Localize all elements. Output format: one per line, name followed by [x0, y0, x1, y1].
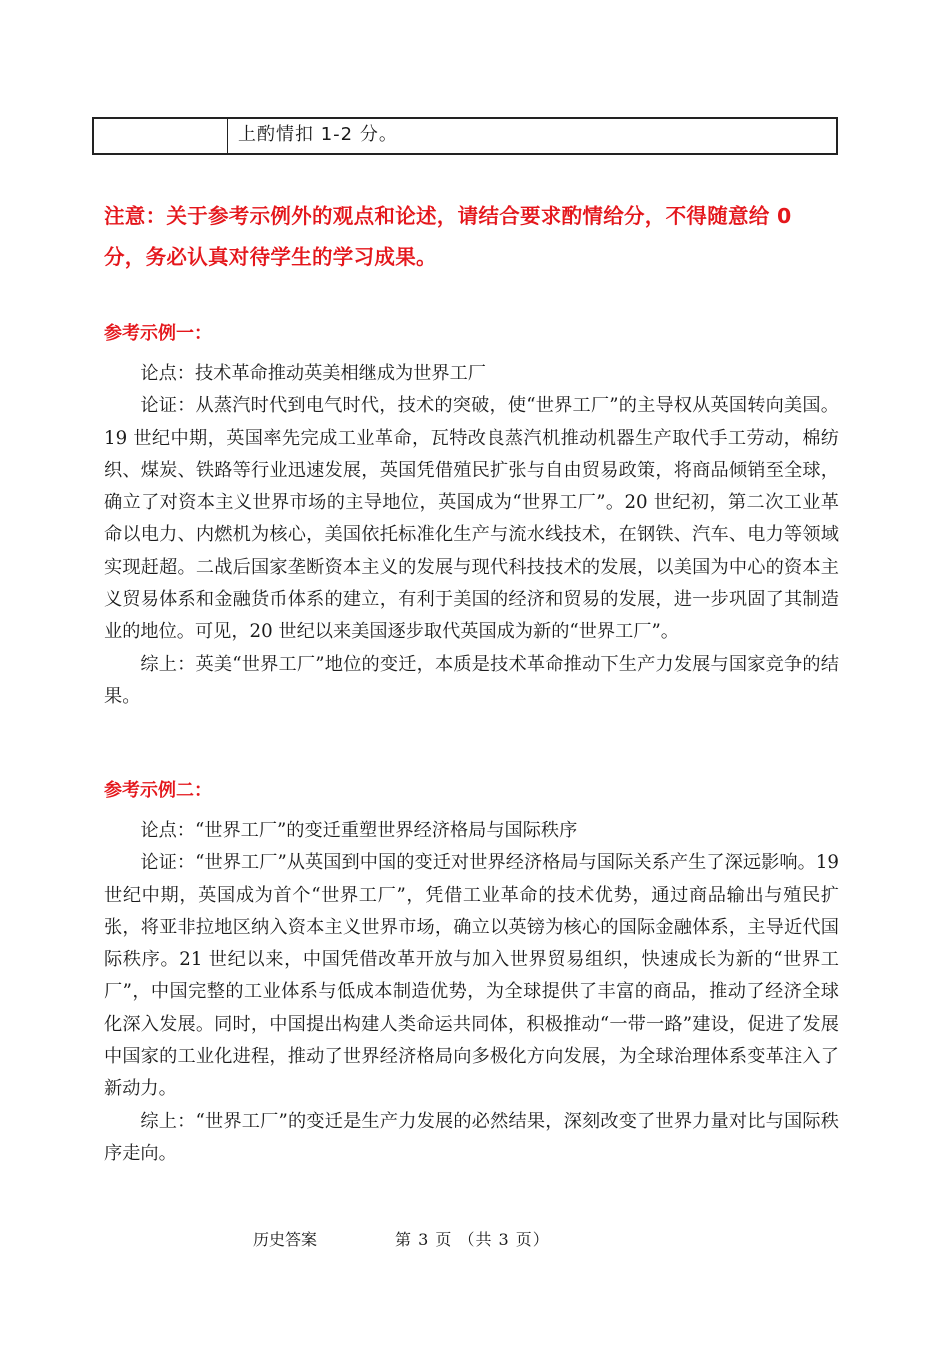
footer-subject: 历史答案	[253, 1230, 318, 1249]
example-argument: 论证：“世界工厂”从英国到中国的变迁对世界经济格局与国际关系产生了深远影响。19 世纪中期，英国成为首个“世界工厂”，凭借工业革命的技术优势，通过商品输出与殖民扩张，将亚非拉地区纳入资本主义世界市场，确立以英镑为核心的国际金融体系，主导近代国际秩序。21 世纪以来，中国凭借改革开放与加入世界贸易组织，快速成长为新的“世界工厂”，中国完整的工业体系与低成本制造优势，为全球提供了丰富的商品，推动了经济全球化深入发展。同时，中国提出构建人类命运共同体，积极推动“一带一路”建设，促进了发展中国家的工业化进程，推动了世界经济格局向多极化方向发展，为全球治理体系变革注入了新动力。	[104, 852, 839, 1100]
example-thesis: 论点：技术革命推动英美相继成为世界工厂	[140, 363, 486, 384]
footer-page-number: 第 3 页 （共 3 页）	[395, 1230, 550, 1249]
example-thesis: 论点：“世界工厂”的变迁重塑世界经济格局与国际秩序	[140, 820, 578, 841]
example-argument: 论证：从蒸汽时代到电气时代，技术的突破，使“世界工厂”的主导权从英国转向美国。19 世纪中期，英国率先完成工业革命，瓦特改良蒸汽机推动机器生产取代手工劳动，棉纺织、煤炭、铁路等行业迅速发展，英国凭借殖民扩张与自由贸易政策，将商品倾销至全球，确立了对资本主义世界市场的主导地位，英国成为“世界工厂”。20 世纪初，第二次工业革命以电力、内燃机为核心，美国依托标准化生产与流水线技术，在钢铁、汽车、电力等领域实现赶超。二战后国家垄断资本主义的发展与现代科技技术的发展，以美国为中心的资本主义贸易体系和金融货币体系的建立，有利于美国的经济和贸易的发展，进一步巩固了其制造业的地位。可见，20 世纪以来美国逐步取代英国成为新的“世界工厂”。	[104, 395, 839, 643]
reference-example-1	[104, 318, 839, 713]
table-cell-right: 上酌情扣 1-2 分。	[238, 124, 398, 145]
example-conclusion: 综上：“世界工厂”的变迁是生产力发展的必然结果，深刻改变了世界力量对比与国际秩序走向。	[104, 1110, 839, 1164]
example-heading: 参考示例二：	[104, 780, 212, 801]
reference-example-2	[104, 775, 839, 1170]
example-conclusion: 综上：英美“世界工厂”地位的变迁，本质是技术革命推动下生产力发展与国家竞争的结果。	[104, 653, 839, 707]
example-heading: 参考示例一：	[104, 323, 212, 344]
grading-note: 注意：关于参考示例外的观点和论述，请结合要求酌情给分，不得随意给 0 分，务必认真对待学生的学习成果。	[104, 204, 792, 269]
table-cell-left	[94, 119, 228, 153]
scoring-table-row	[92, 117, 838, 155]
